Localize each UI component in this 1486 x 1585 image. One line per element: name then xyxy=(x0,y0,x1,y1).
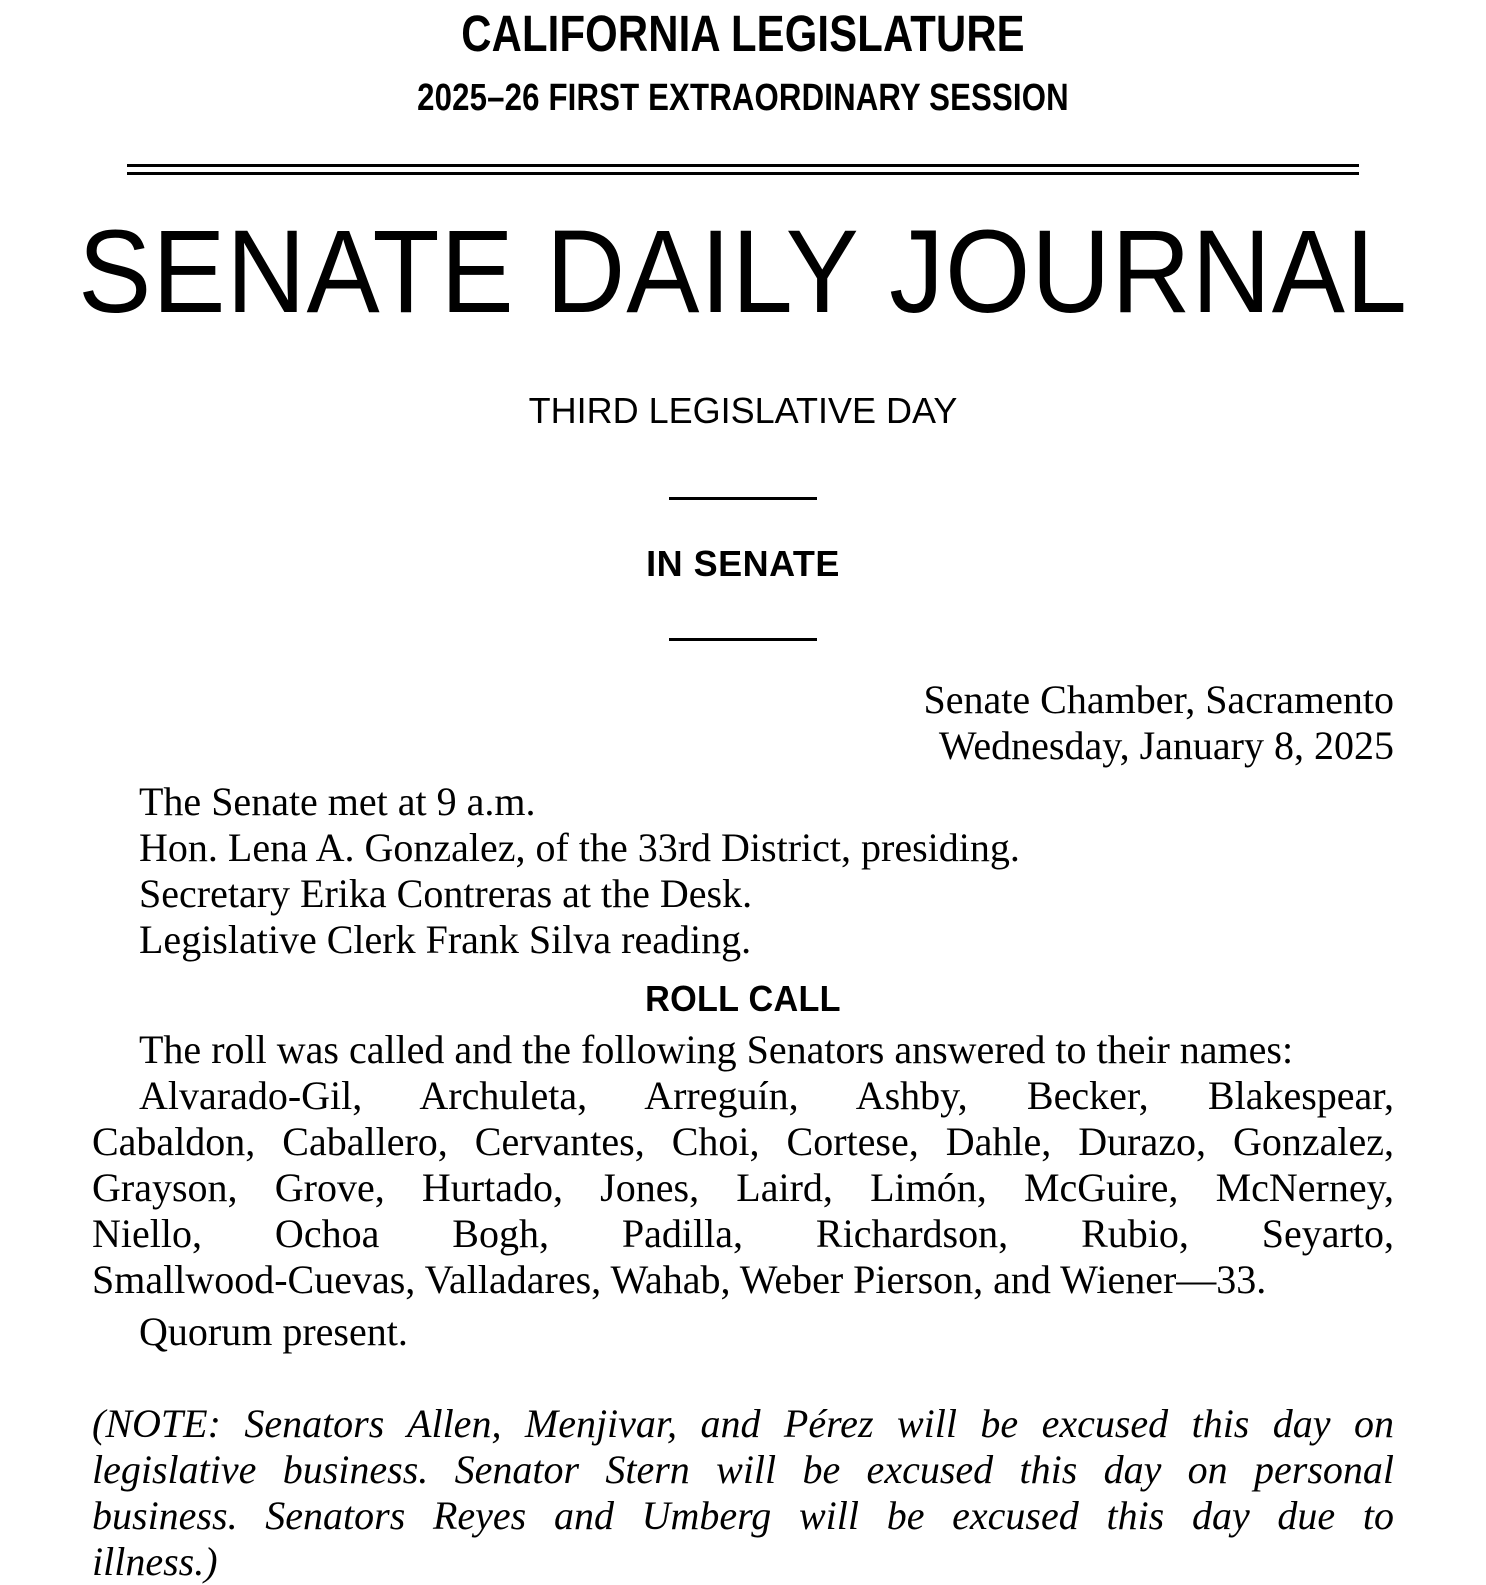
convening-line: Legislative Clerk Frank Silva reading. xyxy=(139,917,752,962)
journal-body xyxy=(92,641,1394,1585)
session-subtitle: 2025–26 FIRST EXTRAORDINARY SESSION xyxy=(417,77,1069,119)
roll-name-line: Grayson, Grove, Hurtado, Jones, Laird, Limón, McGuire, McNerney, xyxy=(92,1165,1394,1210)
note-line: business. Senators Reyes and Umberg will be excused this day due to xyxy=(92,1493,1394,1538)
note-line: illness.) xyxy=(92,1539,218,1584)
rule-upper xyxy=(127,164,1359,167)
roll-name-line: Niello, Ochoa Bogh, Padilla, Richardson, Rubio, Seyarto, xyxy=(92,1211,1394,1256)
convening-line: Hon. Lena A. Gonzalez, of the 33rd District, presiding. xyxy=(139,825,1020,870)
roll-call-heading: ROLL CALL xyxy=(645,978,841,1019)
convening-block xyxy=(92,769,1394,963)
note-line: (NOTE: Senators Allen, Menjivar, and Pérez will be excused this day on xyxy=(92,1401,1394,1446)
roll-name-line: Smallwood-Cuevas, Valladares, Wahab, Weber Pierson, and Wiener—33. xyxy=(92,1257,1267,1302)
note-line: legislative business. Senator Stern will be excused this day on personal xyxy=(92,1447,1394,1492)
roll-call-intro: The roll was called and the following Senators answered to their names: xyxy=(139,1027,1294,1072)
dateline-location: Senate Chamber, Sacramento xyxy=(923,677,1394,722)
legislative-day-label: THIRD LEGISLATIVE DAY xyxy=(528,390,958,431)
roll-call-names xyxy=(92,1073,1394,1303)
dateline-date: Wednesday, January 8, 2025 xyxy=(938,723,1394,768)
legislature-title: CALIFORNIA LEGISLATURE xyxy=(461,5,1025,62)
roll-name-line: Alvarado-Gil, Archuleta, Arreguín, Ashby, Becker, Blakespear, xyxy=(139,1073,1394,1118)
excused-note xyxy=(92,1355,1394,1585)
chamber-heading: IN SENATE xyxy=(646,543,840,584)
convening-line: Secretary Erika Contreras at the Desk. xyxy=(139,871,753,916)
masthead xyxy=(0,0,1486,120)
roll-name-line: Cabaldon, Caballero, Cervantes, Choi, Cortese, Dahle, Durazo, Gonzalez, xyxy=(92,1119,1394,1164)
convening-line: The Senate met at 9 a.m. xyxy=(139,779,536,824)
page-title: SENATE DAILY JOURNAL xyxy=(78,206,1408,338)
masthead-double-rule xyxy=(127,120,1359,175)
dateline xyxy=(92,641,1394,769)
quorum-statement: Quorum present. xyxy=(139,1309,408,1354)
